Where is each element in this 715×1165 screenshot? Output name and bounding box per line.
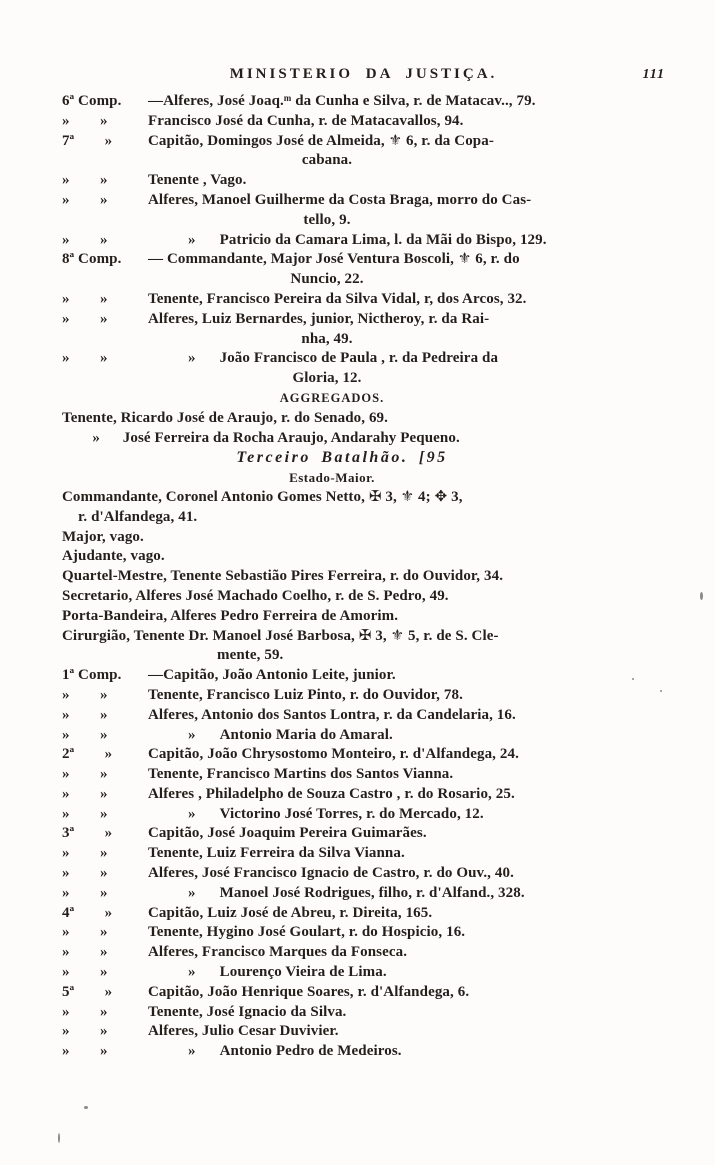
entry-marker: » » xyxy=(62,845,108,862)
line-text: Ajudante, vago. xyxy=(62,548,165,565)
line-text: —Alferes, José Joaq.ᵐ da Cunha e Silva, r. de Matacav.., 79. xyxy=(148,93,536,109)
text-line xyxy=(62,824,660,844)
text-line xyxy=(62,389,660,409)
line-text: Tenente, Ricardo José de Araujo, r. do Senado, 69. xyxy=(62,409,388,426)
text-line xyxy=(62,211,660,231)
page-header xyxy=(62,66,665,83)
line-text: Alferes, Manoel Guilherme da Costa Braga, morro do Cas- xyxy=(148,191,532,208)
entry-marker: » » xyxy=(62,706,108,723)
line-text: Alferes, Luiz Bernardes, junior, Nictheroy, r. da Rai- xyxy=(148,310,490,327)
text-line xyxy=(62,943,660,963)
entry-marker: 6ª Comp. xyxy=(62,93,122,109)
text-line xyxy=(62,409,660,429)
ink-speck xyxy=(700,592,703,600)
text-line xyxy=(62,646,660,666)
entry-marker: » » xyxy=(62,191,108,208)
text-line xyxy=(62,1042,660,1062)
line-text: Capitão, Domingos José de Almeida, ⚜ 6, r. da Copa- xyxy=(148,132,494,149)
line-text: mente, 59. xyxy=(217,647,284,664)
line-text: Francisco José da Cunha, r. de Matacavallos, 94. xyxy=(148,112,464,129)
text-line xyxy=(62,686,660,706)
line-text: Commandante, Coronel Antonio Gomes Netto, ✠ 3, ⚜ 4; ✥ 3, xyxy=(62,488,463,505)
line-text: Alferes , Philadelpho de Souza Castro , r. do Rosario, 25. xyxy=(148,785,515,802)
ditto-mark: » xyxy=(188,726,196,743)
ditto-mark: » xyxy=(188,350,196,367)
line-text: Gloria, 12. xyxy=(292,370,362,387)
entry-marker: 3ª » xyxy=(62,825,113,842)
text-line xyxy=(62,963,660,983)
line-text: Capitão, João Chrysostomo Monteiro, r. d'Alfandega, 24. xyxy=(148,746,519,763)
text-line xyxy=(62,1022,660,1042)
ditto-mark: » xyxy=(188,964,196,981)
line-text: r. d'Alfandega, 41. xyxy=(78,508,198,525)
line-text: Estado-Maior. xyxy=(289,470,375,486)
page-title: MINISTERIO DA JUSTIÇA. xyxy=(229,66,498,82)
entry-marker: » » xyxy=(62,112,108,129)
line-text: Patricio da Camara Lima, l. da Mãi do Bispo, 129. xyxy=(219,231,547,248)
page-number: 111 xyxy=(642,67,665,82)
line-text: Alferes, Antonio dos Santos Lontra, r. da Candelaria, 16. xyxy=(148,706,516,723)
text-line xyxy=(62,112,660,132)
line-text: Tenente, Francisco Luiz Pinto, r. do Ouvidor, 78. xyxy=(148,686,463,703)
entry-marker: 7ª » xyxy=(62,132,113,149)
text-line xyxy=(62,706,660,726)
line-text: Tenente, José Ignacio da Silva. xyxy=(148,1003,347,1020)
document-body xyxy=(62,92,660,1062)
entry-marker: » » xyxy=(62,172,108,189)
line-text: Victorino José Torres, r. do Mercado, 12. xyxy=(219,805,484,822)
entry-marker: 8ª Comp. xyxy=(62,251,122,268)
line-text: Alferes, Francisco Marques da Fonseca. xyxy=(148,944,408,961)
line-text: Tenente, Francisco Martins dos Santos Vianna. xyxy=(148,766,454,783)
line-text: Alferes, Julio Cesar Duvivier. xyxy=(148,1023,339,1040)
entry-marker: » » xyxy=(62,785,108,802)
text-line xyxy=(62,923,660,943)
text-line xyxy=(62,864,660,884)
line-text: Cirurgião, Tenente Dr. Manoel José Barbosa, ✠ 3, ⚜ 5, r. de S. Cle- xyxy=(62,627,499,644)
line-text: Tenente, Luiz Ferreira da Silva Vianna. xyxy=(148,845,405,862)
entry-marker: » » xyxy=(62,964,108,981)
entry-marker: 2ª » xyxy=(62,746,113,763)
entry-marker: » » xyxy=(62,686,108,703)
entry-marker: » » xyxy=(62,310,108,327)
line-text: Capitão, José Joaquim Pereira Guimarães. xyxy=(148,825,427,842)
line-text: nha, 49. xyxy=(301,330,353,347)
entry-marker: » » xyxy=(62,350,108,367)
text-line xyxy=(62,726,660,746)
ink-speck xyxy=(660,690,662,692)
text-line xyxy=(62,844,660,864)
text-line xyxy=(62,369,660,389)
line-text: » José Ferreira da Rocha Araujo, Andarahy Pequeno. xyxy=(62,429,460,446)
line-text: Antonio Maria do Amaral. xyxy=(219,726,393,743)
entry-marker: » » xyxy=(62,1043,108,1060)
entry-marker: » » xyxy=(62,1003,108,1020)
entry-marker: » » xyxy=(62,1023,108,1040)
line-text: Tenente , Vago. xyxy=(148,172,247,189)
text-line xyxy=(62,884,660,904)
text-line xyxy=(62,349,660,369)
ink-speck xyxy=(84,1106,88,1109)
text-line xyxy=(62,607,660,627)
line-text: — Commandante, Major José Ventura Boscoli, ⚜ 6, r. do xyxy=(148,251,520,268)
line-text: Lourenço Vieira de Lima. xyxy=(219,964,387,981)
ditto-mark: » xyxy=(188,1043,196,1060)
entry-marker: » » xyxy=(62,231,108,248)
text-line xyxy=(62,310,660,330)
text-line xyxy=(62,745,660,765)
text-line xyxy=(62,488,660,508)
text-line xyxy=(62,250,660,270)
line-text: Nuncio, 22. xyxy=(290,271,364,288)
text-line xyxy=(62,666,660,686)
text-line xyxy=(62,270,660,290)
ditto-mark: » xyxy=(188,231,196,248)
line-text: Alferes, José Francisco Ignacio de Castro, r. do Ouv., 40. xyxy=(148,865,514,882)
entry-marker: » » xyxy=(62,290,108,307)
line-text: tello, 9. xyxy=(303,211,351,228)
text-line xyxy=(62,92,660,112)
entry-marker: » » xyxy=(62,884,108,901)
entry-marker: » » xyxy=(62,726,108,743)
text-line xyxy=(62,904,660,924)
entry-marker: » » xyxy=(62,805,108,822)
text-line xyxy=(62,587,660,607)
line-text: Capitão, João Henrique Soares, r. d'Alfandega, 6. xyxy=(148,983,470,1000)
entry-marker: » » xyxy=(62,944,108,961)
line-text: Capitão, Luiz José de Abreu, r. Direita, 165. xyxy=(148,904,433,921)
text-line xyxy=(62,468,660,488)
entry-marker: 5ª » xyxy=(62,983,113,1000)
ditto-mark: » xyxy=(188,805,196,822)
line-text: Quartel-Mestre, Tenente Sebastião Pires Ferreira, r. do Ouvidor, 34. xyxy=(62,568,504,585)
line-text: Terceiro Batalhão. [95 xyxy=(236,449,448,467)
line-text: —Capitão, João Antonio Leite, junior. xyxy=(148,667,396,684)
line-text: Porta-Bandeira, Alferes Pedro Ferreira de Amorim. xyxy=(62,607,399,624)
line-text: Major, vago. xyxy=(62,528,144,545)
text-line xyxy=(62,448,660,468)
text-line xyxy=(62,567,660,587)
text-line xyxy=(62,290,660,310)
line-text: Tenente, Francisco Pereira da Silva Vidal, r, dos Arcos, 32. xyxy=(148,290,527,307)
entry-marker: » » xyxy=(62,766,108,783)
text-line xyxy=(62,528,660,548)
ditto-mark: » xyxy=(188,884,196,901)
ink-speck xyxy=(58,1133,60,1143)
text-line xyxy=(62,231,660,251)
text-line xyxy=(62,765,660,785)
entry-marker: 4ª » xyxy=(62,904,113,921)
text-line xyxy=(62,627,660,647)
text-line xyxy=(62,508,660,528)
text-line xyxy=(62,151,660,171)
entry-marker: » » xyxy=(62,865,108,882)
entry-marker: » » xyxy=(62,924,108,941)
line-text: João Francisco de Paula , r. da Pedreira da xyxy=(219,350,499,367)
line-text: Manoel José Rodrigues, filho, r. d'Alfand., 328. xyxy=(219,884,525,901)
text-line xyxy=(62,429,660,449)
entry-marker: 1ª Comp. xyxy=(62,667,122,684)
line-text: Tenente, Hygino José Goulart, r. do Hospicio, 16. xyxy=(148,924,466,941)
text-line xyxy=(62,1003,660,1023)
line-text: AGGREGADOS. xyxy=(279,390,385,405)
text-line xyxy=(62,132,660,152)
text-line xyxy=(62,785,660,805)
ink-speck xyxy=(632,678,634,680)
text-line xyxy=(62,805,660,825)
text-line xyxy=(62,547,660,567)
text-line xyxy=(62,330,660,350)
line-text: cabana. xyxy=(301,152,353,169)
text-line xyxy=(62,171,660,191)
line-text: Secretario, Alferes José Machado Coelho, r. de S. Pedro, 49. xyxy=(62,587,449,604)
text-line xyxy=(62,191,660,211)
line-text: Antonio Pedro de Medeiros. xyxy=(219,1043,402,1060)
text-line xyxy=(62,983,660,1003)
